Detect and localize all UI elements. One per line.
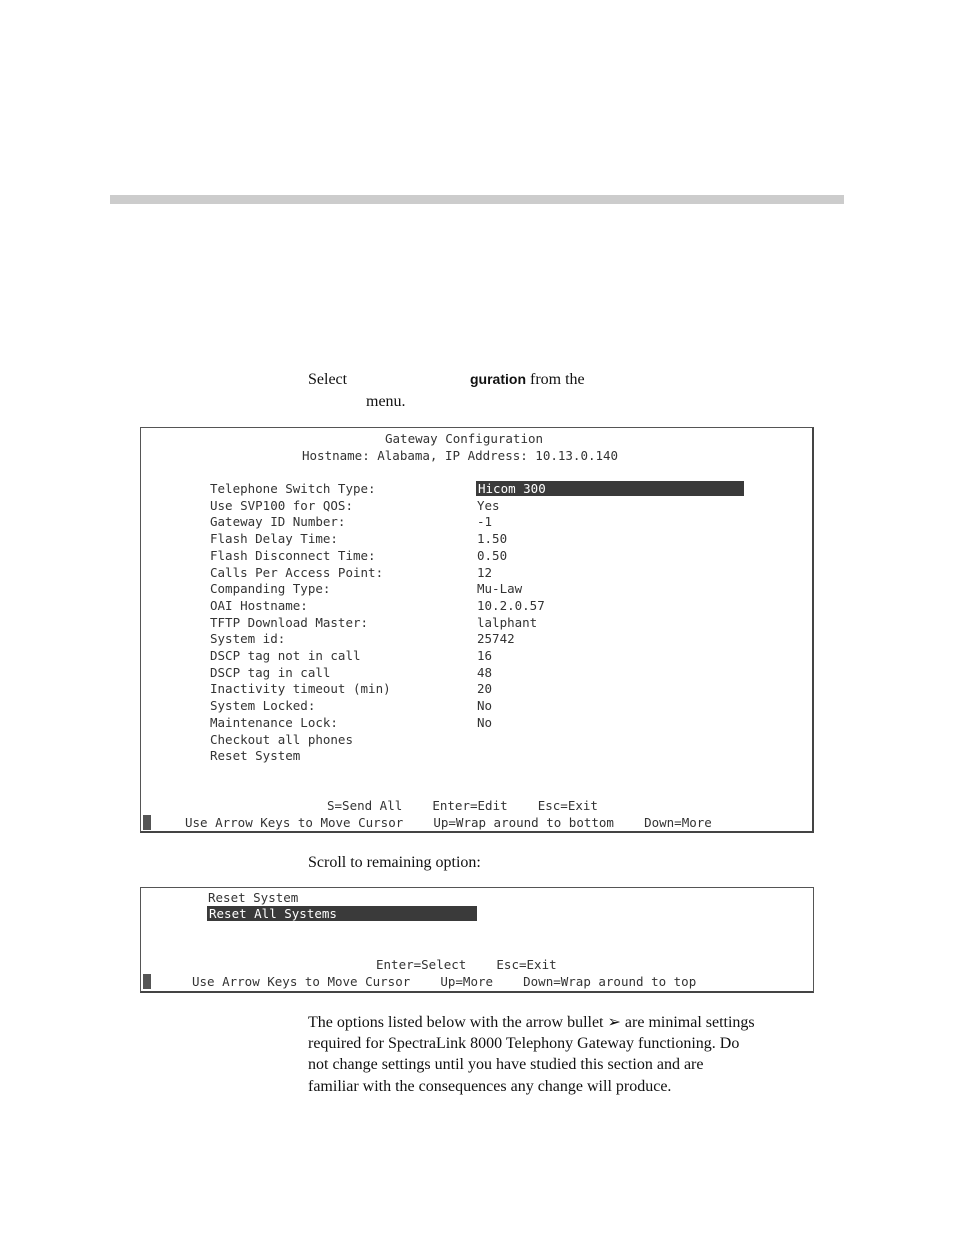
- menu-fragment: guration: [470, 371, 526, 387]
- config-value[interactable]: 20: [477, 681, 493, 697]
- select-word: Select: [308, 371, 348, 388]
- gateway-configuration-screen: [140, 427, 814, 833]
- config-value[interactable]: No: [477, 698, 493, 714]
- config-label: DSCP tag not in call: [210, 648, 361, 663]
- config-label[interactable]: Reset System: [210, 748, 301, 764]
- config-value[interactable]: 1.50: [477, 531, 508, 547]
- config-label: DSCP tag in call: [210, 664, 331, 680]
- config-label: System Locked:: [210, 698, 316, 714]
- config-value[interactable]: 16: [477, 648, 493, 663]
- instruction-line-2: menu.: [366, 393, 406, 410]
- config-label: Calls Per Access Point:: [210, 564, 384, 580]
- config-label: Maintenance Lock:: [210, 714, 338, 730]
- config-value[interactable]: No: [477, 714, 493, 730]
- scroll-help-line-2: Use Arrow Keys to Move Cursor Up=More Down=Wrap around to top: [192, 974, 697, 989]
- instruction-line-1: [308, 369, 347, 390]
- config-value[interactable]: 12: [477, 564, 493, 580]
- menu-item-reset-all-systems[interactable]: Reset All Systems: [207, 906, 477, 921]
- config-label: Telephone Switch Type:: [210, 481, 376, 496]
- screen-title: Gateway Configuration: [385, 431, 544, 446]
- config-label: TFTP Download Master:: [210, 614, 369, 630]
- config-value[interactable]: Mu-Law: [477, 581, 523, 597]
- config-label: Inactivity timeout (min): [210, 681, 391, 697]
- host-line: Hostname: Alabama, IP Address: 10.13.0.140: [302, 448, 619, 463]
- config-label: Flash Disconnect Time:: [210, 547, 376, 563]
- scroll-caption: Scroll to remaining option:: [308, 854, 481, 871]
- config-value[interactable]: 25742: [477, 631, 515, 647]
- from-the-text: from the: [530, 371, 585, 388]
- scrolled-screen: [140, 887, 814, 993]
- help-line-1: S=Send All Enter=Edit Esc=Exit: [327, 798, 598, 813]
- help-line-2: Use Arrow Keys to Move Cursor Up=Wrap around to bottom Down=More: [185, 815, 712, 830]
- config-value-selected[interactable]: Hicom 300: [476, 481, 744, 496]
- note-line-2: required for SpectraLink 8000 Telephony Gateway functioning. Do: [308, 1035, 740, 1052]
- config-label: Flash Delay Time:: [210, 531, 338, 547]
- menu-item-reset-system[interactable]: Reset System: [208, 890, 299, 905]
- config-label: Use SVP100 for QOS:: [210, 497, 353, 513]
- config-value[interactable]: lalphant: [477, 614, 538, 630]
- config-value[interactable]: Yes: [477, 497, 500, 513]
- config-label: System id:: [210, 631, 286, 647]
- config-label: Gateway ID Number:: [210, 514, 346, 530]
- note-line-1: The options listed below with the arrow bullet ➢ are minimal settings: [308, 1014, 755, 1031]
- config-value[interactable]: 0.50: [477, 547, 508, 563]
- config-value[interactable]: 48: [477, 664, 493, 680]
- note-line-3: not change settings until you have studied this section and are: [308, 1056, 704, 1073]
- instruction-menu-name: [470, 369, 585, 390]
- config-value[interactable]: -1: [477, 514, 493, 530]
- config-label: Companding Type:: [210, 581, 331, 597]
- header-rule: [110, 195, 844, 204]
- config-value[interactable]: 10.2.0.57: [477, 597, 545, 613]
- cursor-block: [143, 815, 151, 830]
- scroll-help-line-1: Enter=Select Esc=Exit: [376, 957, 557, 972]
- note-line-4: familiar with the consequences any change will produce.: [308, 1078, 672, 1095]
- scroll-cursor-block: [143, 974, 151, 989]
- config-label: OAI Hostname:: [210, 597, 308, 613]
- config-label[interactable]: Checkout all phones: [210, 731, 353, 747]
